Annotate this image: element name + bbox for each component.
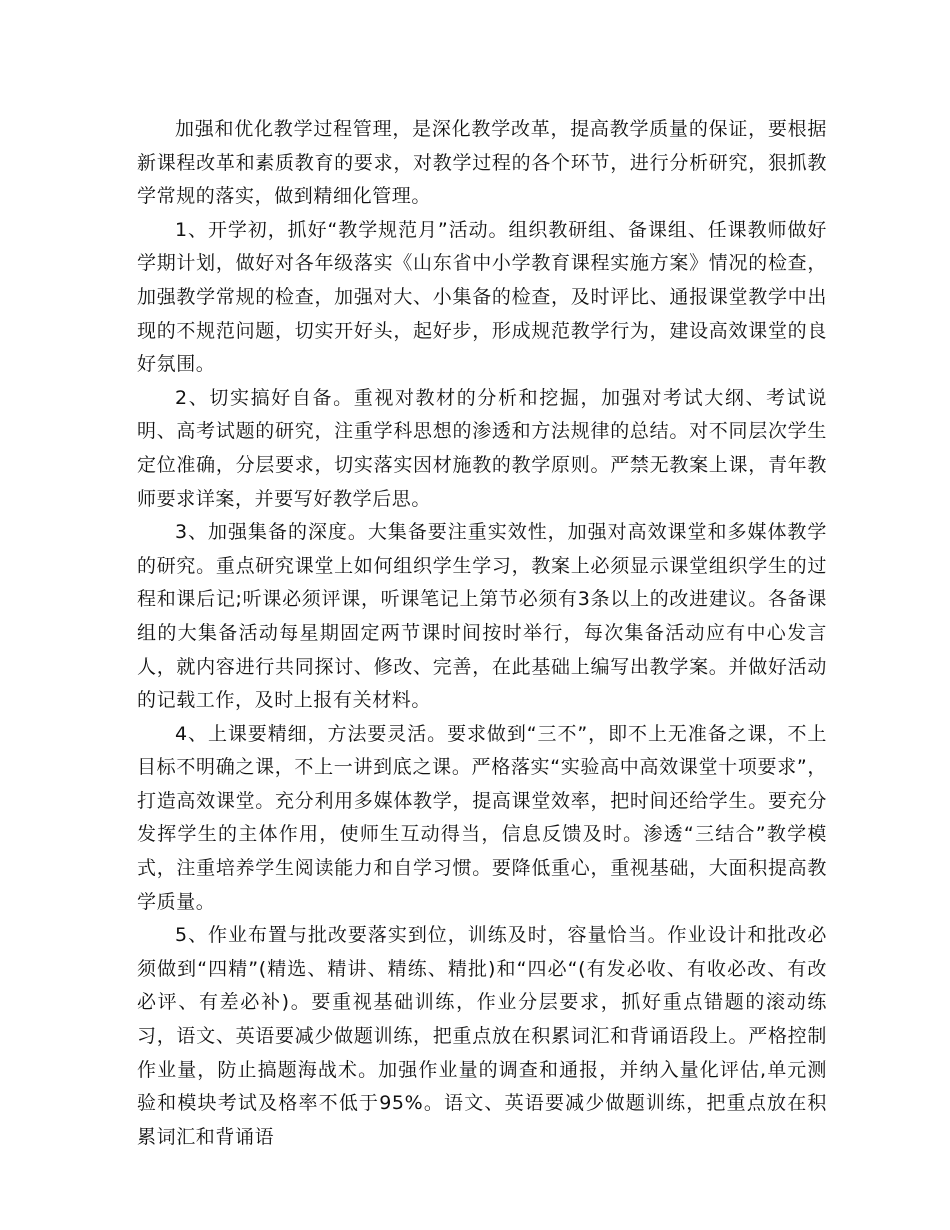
paragraph-intro: 加强和优化教学过程管理，是深化教学改革，提高教学质量的保证，要根据新课程改革和素质教育的要求，对教学过程的各个环节，进行分析研究，狠抓教学常规的落实，做到精细化管理。 [137, 118, 827, 208]
paragraph-item-5: 5、作业布置与批改要落实到位，训练及时，容量恰当。作业设计和批改必须做到“四精”(精选、精讲、精练、精批)和“四必“(有发必收、有收必改、有改必评、有差必补)。要重视基础训练，作业分层要求，抓好重点错题的滚动练习，语文、英语要减少做题训练，把重点放在积累词汇和背诵语段上。严格控制作业量，防止搞题海战术。加强作业量的调查和通报，并纳入量化评估,单元测验和模块考试及格率不低于95%。语文、英语要减少做题训练，把重点放在积累词汇和背诵语 [137, 924, 827, 1148]
document-body [137, 113, 827, 1154]
paragraph-item-4: 4、上课要精细，方法要灵活。要求做到“三不”，即不上无准备之课，不上目标不明确之课，不上一讲到底之课。严格落实“实验高中高效课堂十项要求”，打造高效课堂。充分利用多媒体教学，提高课堂效率，把时间还给学生。要充分发挥学生的主体作用，使师生互动得当，信息反馈及时。渗透“三结合”教学模式，注重培养学生阅读能力和自学习惯。要降低重心，重视基础，大面积提高教学质量。 [137, 722, 827, 913]
paragraph-item-3: 3、加强集备的深度。大集备要注重实效性，加强对高效课堂和多媒体教学的研究。重点研究课堂上如何组织学生学习，教案上必须显示课堂组织学生的过程和课后记;听课必须评课，听课笔记上第节必须有3条以上的改进建议。各备课组的大集备活动每星期固定两节课时间按时举行，每次集备活动应有中心发言人，就内容进行共同探讨、修改、完善，在此基础上编写出教学案。并做好活动的记载工作，及时上报有关材料。 [137, 521, 827, 712]
paragraph-item-2: 2、切实搞好自备。重视对教材的分析和挖掘，加强对考试大纲、考试说明、高考试题的研究，注重学科思想的渗透和方法规律的总结。对不同层次学生定位准确，分层要求，切实落实因材施教的教学原则。严禁无教案上课，青年教师要求详案，并要写好教学后思。 [137, 386, 827, 510]
paragraph-item-1: 1、开学初，抓好“教学规范月”活动。组织教研组、备课组、任课教师做好学期计划，做好对各年级落实《山东省中小学教育课程实施方案》情况的检查，加强教学常规的检查，加强对大、小集备的检查，及时评比、通报课堂教学中出现的不规范问题，切实开好头，起好步，形成规范教学行为，建设高效课堂的良好氛围。 [137, 218, 827, 376]
